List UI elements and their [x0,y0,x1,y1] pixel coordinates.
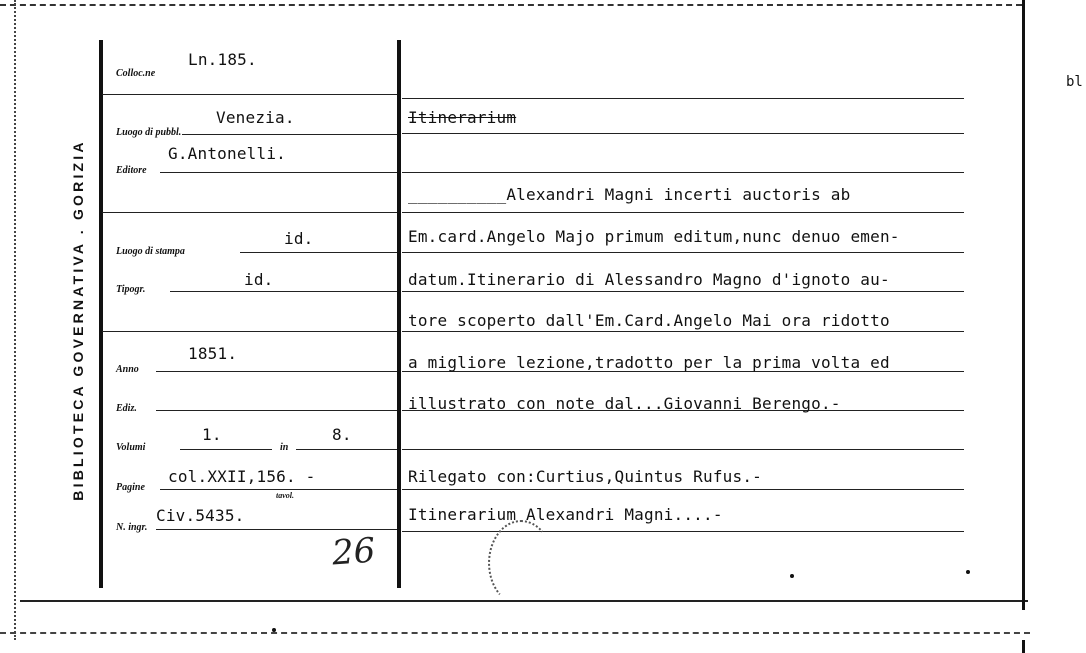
right-edge-stub [1022,640,1025,653]
title-line: Itinerarium [408,108,517,127]
right-rule-9 [402,449,964,450]
luogo-stampa-value: id. [284,229,314,248]
n-ingr-rule [156,529,397,530]
right-rule-4 [402,252,964,253]
ediz-rule [156,410,397,411]
luogo-stampa-rule [240,252,397,253]
ink-dot [966,570,970,574]
tipogr-value: id. [244,270,274,289]
in-rule [296,449,397,450]
tipogr-rule [170,291,397,292]
right-rule-3 [402,212,964,213]
volumi-rule [180,449,272,450]
luogo-pubbl-label: Luogo di pubbl. [116,127,182,138]
ink-dot [790,574,794,578]
anno-rule [156,371,397,372]
description-line-6: illustrato con note dal...Giovanni Berengo.- [408,394,841,413]
editore-label: Editore [116,165,147,176]
right-rule-10 [402,489,964,490]
luogo-pubbl-value: Venezia. [216,108,295,127]
n-ingr-value: Civ.5435. [156,506,245,525]
description-line-1: __________Alexandri Magni incerti auctoris ab [408,185,851,204]
pagine-rule [160,489,397,490]
right-border [1022,0,1025,610]
description-line-5: a migliore lezione,tradotto per la prima volta ed [408,353,890,372]
bound-title-line: Itinerarium Alexandri Magni....- [408,505,723,524]
volumi-value: 1. [202,425,222,444]
anno-value: 1851. [188,344,238,363]
library-stamp-mark [488,520,554,606]
blank-rule-1 [102,212,397,213]
left-edge-dotted [14,0,16,640]
colloc-value: Ln.185. [188,50,257,69]
luogo-stampa-label: Luogo di stampa [116,246,185,257]
handwritten-number: 26 [330,530,377,574]
blank-rule-2 [102,331,397,332]
right-rule-1 [402,133,964,134]
editore-rule [160,172,397,173]
n-ingr-label: N. ingr. [116,522,148,533]
luogo-pubbl-rule [182,134,397,135]
right-rule-11 [402,531,964,532]
bound-with-line: Rilegato con:Curtius,Quintus Rufus.- [408,467,762,486]
in-label: in [280,442,289,453]
left-column-rule [99,40,103,588]
right-rule-5 [402,291,964,292]
center-column-rule [397,40,401,588]
description-line-3: datum.Itinerario di Alessandro Magno d'ignoto au- [408,270,890,289]
tavole-label: tavol. [276,491,294,500]
right-rule-6 [402,331,964,332]
right-rule-0 [402,98,964,99]
ink-dot [272,628,276,632]
colloc-label: Colloc.ne [116,68,156,79]
pagine-value: col.XXII,156. - [168,467,316,486]
description-line-4: tore scoperto dall'Em.Card.Angelo Mai ora ridotto [408,311,890,330]
description-line-2: Em.card.Angelo Majo primum editum,nunc denuo emen- [408,227,900,246]
anno-label: Anno [116,364,139,375]
editore-value: G.Antonelli. [168,144,286,163]
library-name: BIBLIOTECA GOVERNATIVA . GORIZIA [70,139,86,501]
ediz-label: Ediz. [116,403,137,414]
side-note: bl [1066,74,1083,90]
volumi-label: Volumi [116,442,146,453]
right-rule-2 [402,172,964,173]
pagine-label: Pagine [116,482,145,493]
in-value: 8. [332,425,352,444]
tipogr-label: Tipogr. [116,284,146,295]
top-dashed-edge [0,4,1022,6]
bottom-dashed-edge [0,632,1030,634]
colloc-rule [102,94,397,95]
